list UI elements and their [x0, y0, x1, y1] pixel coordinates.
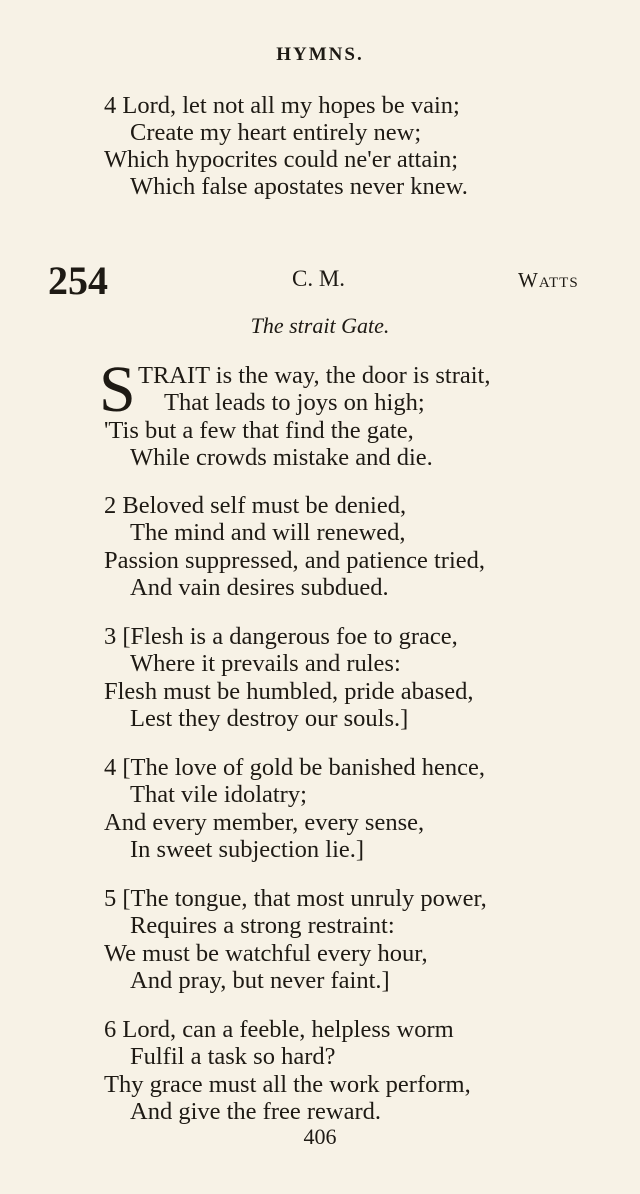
page-number: 406	[303, 1124, 337, 1149]
stanza-5-line-4: And pray, but never faint.]	[130, 967, 390, 994]
stanza-3-line-2: Where it prevails and rules:	[130, 650, 401, 677]
stanza-5-line-3: We must be watchful every hour,	[104, 940, 428, 967]
stanza-1-line-3: 'Tis but a few that find the gate,	[104, 417, 414, 444]
hymn-number: 254	[48, 258, 108, 303]
stanza-2-line-3: Passion suppressed, and patience tried,	[104, 547, 486, 574]
hymn-title: The strait Gate.	[250, 313, 390, 338]
stanza-4-line-1: 4 [The love of gold be banished hence,	[104, 754, 485, 781]
stanza-1-line-4: While crowds mistake and die.	[130, 444, 433, 471]
stanza-2-line-4: And vain desires subdued.	[130, 574, 389, 601]
stanza-2-line-1: 2 Beloved self must be denied,	[104, 492, 407, 519]
stanza-4-line-4: In sweet subjection lie.]	[130, 836, 365, 863]
stanza-2-line-2: The mind and will renewed,	[130, 519, 406, 546]
hymn-author: Watts	[518, 268, 579, 292]
stanza-6-line-3: Thy grace must all the work perform,	[104, 1071, 471, 1098]
stanza-5-line-2: Requires a strong restraint:	[130, 912, 395, 939]
hymn-meter: C. M.	[292, 266, 346, 291]
drop-cap: S	[99, 353, 136, 426]
stanza-6-line-2: Fulfil a task so hard?	[130, 1043, 336, 1070]
stanza-4-line-3: And every member, every sense,	[104, 809, 425, 836]
stanza-3-line-4: Lest they destroy our souls.]	[130, 705, 409, 732]
prev-stanza-line-1: 4 Lord, let not all my hopes be vain;	[104, 92, 460, 119]
stanza-3-line-3: Flesh must be humbled, pride abased,	[104, 678, 474, 705]
stanza-1-line-1-rest: TRAIT is the way, the door is strait,	[138, 362, 491, 389]
stanza-5-line-1: 5 [The tongue, that most unruly power,	[104, 885, 487, 912]
stanza-3-line-1: 3 [Flesh is a dangerous foe to grace,	[104, 623, 458, 650]
stanza-6-line-4: And give the free reward.	[130, 1098, 382, 1125]
running-head: HYMNS.	[276, 44, 364, 65]
stanza-4-line-2: That vile idolatry;	[130, 781, 307, 808]
prev-stanza-line-4: Which false apostates never knew.	[130, 173, 468, 200]
stanza-1-line-2: That leads to joys on high;	[164, 389, 425, 416]
prev-stanza-line-3: Which hypocrites could ne'er attain;	[104, 146, 459, 173]
prev-stanza-line-2: Create my heart entirely new;	[130, 119, 422, 146]
stanza-6-line-1: 6 Lord, can a feeble, helpless worm	[104, 1016, 454, 1043]
